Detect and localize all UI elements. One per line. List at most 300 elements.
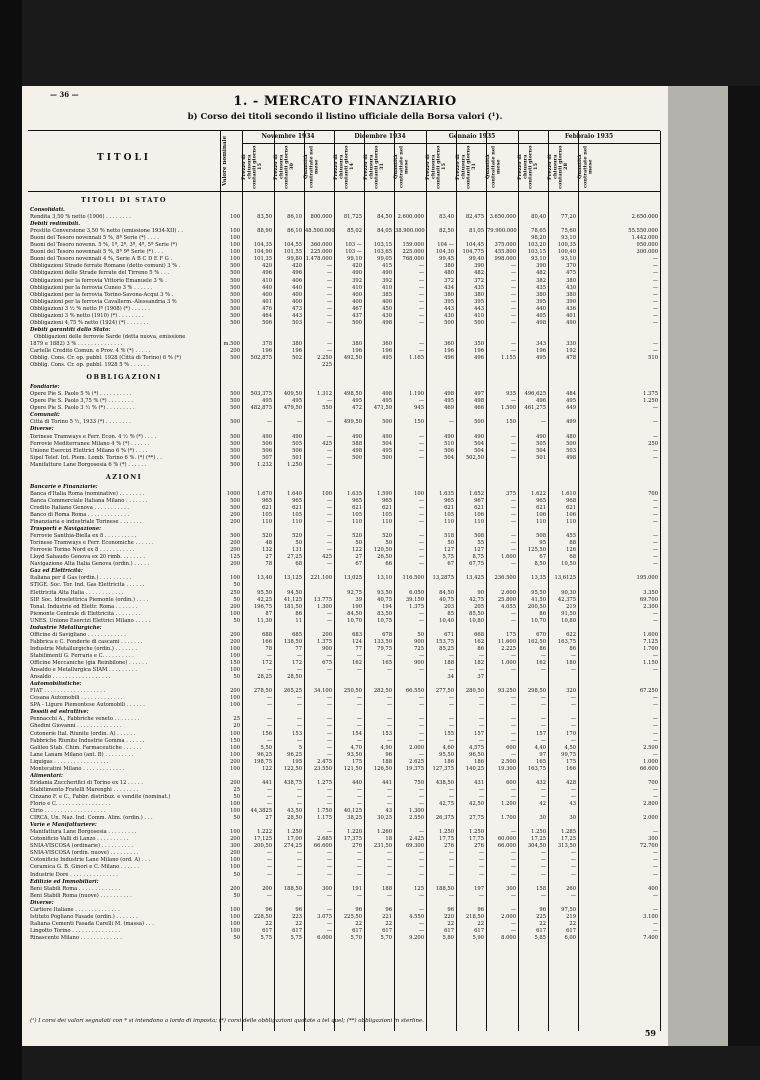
security-name: Liquigas . . . . . . . . . . . . . . . . . — [30, 758, 109, 765]
price-cell: — — [510, 497, 516, 504]
nominal-value-cell: 50 — [233, 871, 240, 878]
price-cell: — — [478, 871, 484, 878]
price-cell: 154 — [352, 730, 362, 737]
nominal-value-cell: 200 — [230, 511, 240, 518]
price-cell: 81,725 — [343, 214, 362, 221]
price-cell: — — [326, 461, 332, 468]
price-cell: — — [570, 737, 576, 744]
price-cell: 67 — [447, 561, 454, 568]
price-cell: 27 — [265, 815, 272, 822]
price-cell: — — [510, 263, 516, 270]
price-cell: 506 — [262, 319, 272, 326]
price-cell: — — [478, 786, 484, 793]
security-name: Cinzano F. e C., Fabbr. distribuz. e vendite (nominat.) — [30, 793, 171, 800]
price-cell: — — [510, 398, 516, 405]
nominal-value-cell: 1000 — [226, 490, 240, 497]
price-cell: 410 — [262, 277, 272, 284]
price-cell: — — [326, 850, 332, 857]
security-name: Lane Lanam Milano (ant. B) . . . . . . . . . — [30, 751, 134, 758]
price-cell: — — [510, 793, 516, 800]
price-cell: 90 — [477, 589, 484, 596]
security-name: Automobilistiche: — [30, 681, 82, 688]
price-cell: 4.550 — [409, 913, 424, 920]
price-cell: — — [326, 284, 332, 291]
price-cell: — — [510, 291, 516, 298]
subcolumn-header: Prezzo di chiusura contanti giorno 31 — [455, 145, 477, 189]
security-name: Edilizie ed Immobiliari: — [30, 878, 99, 885]
price-cell: 2.500 — [643, 744, 658, 751]
subcolumn-header: Prezzo di chiusura contanti giorno 15 — [425, 145, 447, 189]
price-cell: 475 — [566, 270, 576, 277]
price-cell: 13,425 — [465, 575, 484, 582]
price-cell: — — [448, 667, 454, 674]
price-cell: 900 — [414, 660, 424, 666]
security-name: Unione Esercizi Elettrici Milano 6 % (*) . . . . — [30, 447, 148, 454]
nominal-value-cell: 100 — [230, 214, 240, 221]
price-cell: 2.800 — [643, 801, 658, 807]
security-name: Opere Pie S. Paolo 3,75 % (*) . . . . . . . . — [30, 398, 134, 405]
price-cell: 5,50 — [260, 744, 272, 751]
price-cell: — — [540, 716, 546, 723]
price-cell: — — [652, 256, 658, 263]
price-cell: 84,50 — [347, 610, 362, 617]
price-cell: — — [418, 793, 424, 800]
column-divider — [334, 131, 335, 1031]
price-cell: 395 — [474, 298, 484, 305]
price-cell: 69.300 — [405, 843, 424, 850]
price-cell: 78 — [265, 645, 272, 652]
price-cell: 5,75 — [290, 934, 302, 941]
price-cell: — — [386, 793, 392, 800]
nominal-value-cell: 20 — [233, 723, 240, 730]
price-cell: 496 — [536, 398, 546, 405]
price-cell: — — [418, 786, 424, 793]
price-cell: — — [448, 892, 454, 899]
nominal-value-cell: 100 — [230, 920, 240, 927]
price-cell: — — [510, 906, 516, 913]
price-cell: 221 — [382, 913, 392, 920]
price-cell: — — [478, 652, 484, 659]
nominal-value-cell: 200 — [230, 758, 240, 765]
price-cell: 37 — [477, 674, 484, 681]
price-cell: 50 — [385, 540, 392, 547]
price-cell: — — [386, 695, 392, 702]
price-cell: — — [540, 871, 546, 878]
price-cell: 22 — [295, 920, 302, 927]
month-group-header — [242, 131, 334, 191]
price-cell: 40,75 — [377, 596, 392, 603]
price-cell: — — [510, 319, 516, 326]
price-cell: 41,50 — [531, 596, 546, 603]
price-cell: 1.312 — [317, 391, 332, 398]
price-cell: 225,50 — [343, 913, 362, 920]
price-cell: 621 — [566, 504, 576, 511]
price-cell: — — [296, 702, 302, 709]
nominal-value-cell: 200 — [230, 348, 240, 354]
page-label: — 36 — — [50, 90, 79, 99]
price-cell: 500 — [566, 440, 576, 447]
price-cell: — — [652, 723, 658, 730]
price-cell: 678 — [382, 631, 392, 638]
price-cell: 27 — [265, 554, 272, 561]
price-cell: 380 — [474, 291, 484, 298]
page-number: 59 — [644, 1028, 656, 1038]
price-cell: 435 — [536, 284, 546, 291]
price-cell: 617 — [474, 927, 484, 934]
price-cell: — — [652, 277, 658, 284]
price-cell: 617 — [292, 927, 302, 934]
price-cell: 13,025 — [343, 575, 362, 582]
price-cell: 2.600.000 — [397, 214, 424, 221]
price-cell: 34 — [447, 674, 454, 681]
security-name: Pennacchi A., Fabbriche veneto . . . . . . . . — [30, 716, 140, 723]
nominal-value-cell: 100 — [230, 575, 240, 582]
section-heading: AZIONI — [105, 472, 143, 481]
price-cell: 165 — [536, 758, 546, 765]
price-cell: — — [418, 667, 424, 674]
column-divider — [486, 131, 487, 1031]
price-cell: — — [510, 737, 516, 744]
price-cell: 1.250 — [469, 829, 484, 836]
price-cell: 10,40 — [439, 617, 454, 624]
price-cell: — — [296, 892, 302, 899]
price-cell: 360 — [382, 340, 392, 347]
nominal-value-cell: 100 — [230, 256, 240, 263]
securities-table — [28, 130, 660, 1031]
price-cell: 205 — [474, 603, 484, 610]
price-cell: 500 — [474, 319, 484, 326]
nominal-value-cell: 100 — [230, 808, 240, 815]
price-cell: — — [652, 667, 658, 674]
security-name: Obbligazioni 3 % netto (1910) (*) . . . . . . . . — [30, 312, 144, 319]
subcolumn-header: Quantità contrattate nel mese — [393, 146, 410, 189]
price-cell: 490 — [444, 433, 454, 440]
price-cell: — — [478, 737, 484, 744]
price-cell: 440 — [262, 284, 272, 291]
price-cell: 99,10 — [347, 256, 362, 263]
price-cell: 495 — [352, 398, 362, 405]
price-cell: 77 — [355, 645, 362, 652]
price-cell: 401 — [262, 298, 272, 305]
price-cell: 617 — [382, 927, 392, 934]
price-cell: 101,55 — [283, 249, 302, 256]
price-cell: 378 — [262, 340, 272, 347]
price-cell: — — [510, 829, 516, 836]
price-cell: — — [652, 312, 658, 319]
price-cell: 1.250 — [531, 829, 546, 836]
price-cell: 140,25 — [465, 765, 484, 772]
nominal-value-cell: 500 — [230, 391, 240, 398]
price-cell: 503,375 — [250, 391, 272, 398]
price-cell: — — [326, 927, 332, 934]
price-cell: 8.000 — [501, 934, 516, 941]
price-cell: 380 — [566, 291, 576, 298]
price-cell: 482 — [536, 270, 546, 277]
price-cell: 443 — [474, 305, 484, 312]
nominal-value-cell: 200 — [230, 836, 240, 843]
price-cell: 1.700 — [643, 645, 658, 652]
price-cell: 382 — [536, 277, 546, 284]
price-cell: — — [510, 440, 516, 447]
price-cell: 443 — [292, 312, 302, 319]
nominal-value-cell: 100 — [230, 249, 240, 256]
price-cell: 104,35 — [253, 242, 272, 249]
column-divider — [518, 131, 519, 1031]
price-cell: 480 — [444, 270, 454, 277]
price-cell: — — [652, 751, 658, 758]
price-cell: 385 — [382, 291, 392, 298]
price-cell: 175 — [506, 631, 516, 638]
security-name: Obbligazioni delle ferrovie Sarde (detta nuova, emissione — [34, 333, 186, 340]
price-cell: 162 — [474, 638, 484, 645]
price-cell: 473 — [292, 305, 302, 312]
price-cell: 66.550 — [405, 688, 424, 695]
price-cell: — — [386, 737, 392, 744]
price-cell: 25.800 — [497, 596, 516, 603]
security-name: Obbligazioni per la ferrovia Torino-Savona-Acqui 3 % . — [30, 291, 174, 298]
price-cell: — — [296, 793, 302, 800]
security-name: Città di Torino 5 ½, 1933 (*) . . . . . . . . — [30, 419, 131, 426]
security-name: Diverse: — [30, 426, 54, 433]
price-cell: 88 — [569, 540, 576, 547]
price-cell: — — [510, 298, 516, 305]
price-cell: 42,75 — [439, 801, 454, 807]
subcolumn-header: Prezzo di chiusura contanti giorno 30 — [273, 145, 295, 189]
price-cell: 480 — [566, 433, 576, 440]
price-cell: 110 — [352, 519, 362, 525]
section-heading: TITOLI DI STATO — [80, 196, 168, 204]
price-cell: — — [540, 857, 546, 864]
nominal-value-cell: 200 — [230, 540, 240, 547]
price-cell: 90,30 — [561, 589, 576, 596]
price-cell: 104,775 — [462, 249, 484, 256]
price-cell: 1.300 — [409, 808, 424, 815]
price-cell: — — [296, 801, 302, 807]
price-cell: — — [448, 723, 454, 730]
price-cell: 1.175 — [317, 815, 332, 822]
nominal-value-cell: 50 — [233, 674, 240, 681]
nominal-value-cell: 100 — [230, 864, 240, 871]
price-cell: 55.550.000 — [628, 228, 658, 235]
column-divider — [660, 131, 661, 1031]
price-cell: 471,50 — [373, 405, 392, 412]
price-cell: — — [652, 652, 658, 659]
price-cell: 67,75 — [469, 561, 484, 568]
price-cell: 188,50 — [283, 885, 302, 892]
nominal-value-cell: 500 — [230, 454, 240, 461]
price-cell: — — [652, 291, 658, 298]
price-cell: 13,125 — [283, 575, 302, 582]
price-cell: 500 — [382, 419, 392, 426]
security-name: Officine di Savigliano . . . . . . . . . . . . — [30, 631, 126, 638]
price-cell: 504 — [536, 447, 546, 454]
price-cell: 276 — [474, 843, 484, 850]
price-cell: 13,35 — [531, 575, 546, 582]
price-cell: — — [510, 857, 516, 864]
price-cell: 194 — [382, 603, 392, 610]
price-cell: 621 — [262, 504, 272, 511]
price-cell: 75,60 — [561, 228, 576, 235]
price-cell: 95 — [539, 540, 546, 547]
price-cell: 588 — [352, 440, 362, 447]
price-cell: 175 — [566, 758, 576, 765]
price-cell: 105 — [444, 511, 454, 518]
price-cell: — — [510, 511, 516, 518]
price-cell: — — [652, 610, 658, 617]
nominal-value-cell: 50 — [233, 934, 240, 941]
price-cell: 504 — [382, 440, 392, 447]
price-cell: 600 — [506, 779, 516, 786]
subcolumn-header: Quantità contrattate nel mese — [485, 146, 502, 189]
price-cell: 617 — [352, 927, 362, 934]
price-cell: 22 — [265, 920, 272, 927]
price-cell: 38.900.000 — [395, 228, 425, 235]
price-cell: 4,575 — [469, 744, 484, 751]
price-cell: 66.600 — [639, 765, 658, 772]
price-cell: 95,50 — [531, 589, 546, 596]
price-cell: 85 — [447, 610, 454, 617]
price-cell: 420 — [262, 263, 272, 270]
column-divider — [220, 131, 221, 1031]
price-cell: 172 — [292, 660, 302, 666]
price-cell: 455 — [566, 533, 576, 540]
price-cell: 282,50 — [373, 688, 392, 695]
nominal-value-cell: 100 — [230, 702, 240, 709]
price-cell: — — [510, 864, 516, 871]
price-cell: — — [448, 786, 454, 793]
price-cell: 617 — [444, 927, 454, 934]
price-cell: 4,90 — [380, 744, 392, 751]
price-cell: 78,65 — [531, 228, 546, 235]
nominal-value-cell: 100 — [230, 857, 240, 864]
price-cell: — — [386, 864, 392, 871]
price-cell: — — [510, 850, 516, 857]
price-cell: 42,50 — [469, 801, 484, 807]
price-cell: — — [510, 504, 516, 511]
price-cell: — — [418, 554, 424, 561]
price-cell: — — [418, 927, 424, 934]
price-cell: — — [326, 610, 332, 617]
price-cell: — — [296, 850, 302, 857]
price-cell: — — [326, 723, 332, 730]
price-cell: 2.000 — [501, 913, 516, 920]
nominal-value-cell: 100 — [230, 652, 240, 659]
price-cell: 67 — [355, 561, 362, 568]
titoli-column-header: TITOLI — [97, 153, 151, 163]
price-cell: 96 — [295, 906, 302, 913]
month-label: Gennaio 1935 — [426, 133, 518, 144]
price-cell: 410 — [474, 312, 484, 319]
month-label: Novembre 1934 — [242, 133, 334, 144]
price-cell: 127 — [444, 547, 454, 554]
price-cell: 1.000 — [643, 758, 658, 765]
price-cell: 496,625 — [524, 391, 546, 398]
security-name: Beni Stabili Roma . . . . . . . . . . . . . — [30, 885, 121, 892]
price-cell: 221.100 — [310, 575, 332, 582]
price-cell: 86 — [539, 610, 546, 617]
price-cell: — — [326, 447, 332, 454]
price-cell: 1.750 — [317, 808, 332, 815]
price-cell: — — [266, 793, 272, 800]
price-cell: 380 — [292, 340, 302, 347]
price-cell: 495 — [292, 398, 302, 405]
security-name: Obbligazioni 4,75 % netto (1924) (*) . . . . . . . — [30, 319, 149, 326]
price-cell: 170 — [566, 730, 576, 737]
price-cell: — — [326, 695, 332, 702]
price-cell: 496 — [444, 355, 454, 362]
price-cell: — — [326, 533, 332, 540]
price-cell: 104 — — [437, 242, 454, 249]
price-cell: 67 — [539, 554, 546, 561]
price-cell: — — [510, 312, 516, 319]
price-cell: 97 — [539, 751, 546, 758]
price-cell: — — [386, 871, 392, 878]
price-cell: — — [266, 892, 272, 899]
price-cell: — — [478, 667, 484, 674]
price-cell: 11,30 — [257, 617, 272, 624]
price-cell: 104,45 — [465, 242, 484, 249]
price-cell: 320 — [566, 688, 576, 695]
price-cell: — — [326, 540, 332, 547]
price-cell: 48 — [265, 540, 272, 547]
price-cell: 441 — [262, 779, 272, 786]
price-cell: — — [418, 561, 424, 568]
price-cell: 225 — [536, 913, 546, 920]
price-cell: 501 — [536, 454, 546, 461]
column-divider — [394, 131, 395, 1031]
price-cell: — — [326, 871, 332, 878]
price-cell: 965 — [536, 497, 546, 504]
price-cell: 438,75 — [283, 779, 302, 786]
price-cell: 3.075 — [317, 913, 332, 920]
price-cell: — — [570, 793, 576, 800]
price-cell: — — [652, 497, 658, 504]
price-cell: 300 — [322, 885, 332, 892]
price-cell: 11.600 — [497, 638, 516, 645]
price-cell: — — [326, 547, 332, 554]
price-cell: 300 — [648, 836, 658, 843]
price-cell: 4,60 — [442, 744, 454, 751]
price-cell: 157 — [474, 730, 484, 737]
price-cell: 86 — [569, 645, 576, 652]
price-cell: 950.000 — [636, 242, 658, 249]
price-cell: — — [652, 547, 658, 554]
nominal-value-cell: 200 — [230, 631, 240, 638]
price-cell: 435 — [474, 284, 484, 291]
price-cell: 4,70 — [350, 744, 362, 751]
price-cell: 200,50 — [253, 843, 272, 850]
price-cell: 17,25 — [531, 836, 546, 843]
price-cell: 218,50 — [465, 913, 484, 920]
price-cell: 508 — [474, 533, 484, 540]
price-cell: 85,02 — [347, 228, 362, 235]
price-cell: 19.300 — [497, 765, 516, 772]
price-cell: — — [296, 857, 302, 864]
price-cell: 3.650.000 — [489, 214, 516, 221]
price-cell: 86 — [295, 610, 302, 617]
price-cell: 43,50 — [287, 808, 302, 815]
price-cell: — — [652, 305, 658, 312]
price-cell: 69.700 — [639, 596, 658, 603]
price-cell: 3.100 — [643, 913, 658, 920]
price-cell: — — [326, 433, 332, 440]
price-cell: 1.375 — [409, 603, 424, 610]
price-cell: — — [356, 793, 362, 800]
month-group-header — [518, 131, 660, 191]
price-cell: — — [652, 298, 658, 305]
price-cell: 500 — [474, 419, 484, 426]
price-cell: 1.640 — [287, 490, 302, 497]
